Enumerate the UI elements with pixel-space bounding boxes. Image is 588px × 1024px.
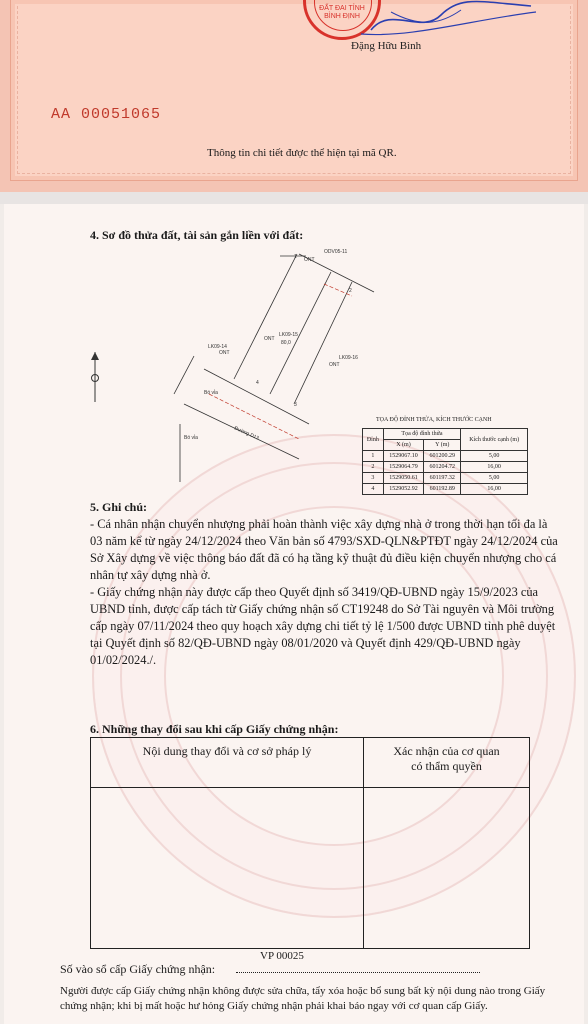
certificate-serial: AA 00051065 xyxy=(51,106,162,123)
svg-text:1: 1 xyxy=(294,254,297,260)
table-row: 4 1529052.92 601192.89 16,00 xyxy=(363,484,528,495)
svg-text:ONT: ONT xyxy=(329,362,340,368)
table-row: 1 1529067.10 601200.29 5,00 xyxy=(363,451,528,462)
parcel-map xyxy=(84,244,384,504)
table-row: 2 1529064.79 601204.72 16,00 xyxy=(363,462,528,473)
svg-text:ONT: ONT xyxy=(264,336,275,342)
top-page-border xyxy=(10,0,578,181)
map-label-odt-top: ODV05-11 xyxy=(324,249,348,255)
svg-text:3: 3 xyxy=(294,402,297,408)
section5-notes xyxy=(90,516,560,669)
footer-note: Người được cấp Giấy chứng nhận không được sửa chữa, tẩy xóa hoặc bổ sung bất kỳ nội dung nào trong Giấy chứng nhận; khi bị mất hoặc hư hỏng Giấy chứng nhận phải khai báo ngay với cơ quan cấp Giấy. xyxy=(60,985,546,1012)
svg-text:2: 2 xyxy=(349,288,352,294)
changes-table xyxy=(90,737,530,949)
signer-name: Đặng Hữu Bình xyxy=(351,40,422,52)
register-dots xyxy=(236,972,480,973)
svg-text:LK09-16: LK09-16 xyxy=(339,355,358,361)
svg-text:4: 4 xyxy=(256,380,259,386)
svg-text:ONT: ONT xyxy=(304,257,315,263)
section5-title: 5. Ghi chú: xyxy=(90,500,148,514)
changes-col-content: Nội dung thay đổi và cơ sở pháp lý xyxy=(91,738,364,788)
section6-title: 6. Những thay đổi sau khi cấp Giấy chứng nhận: xyxy=(90,722,339,736)
north-arrow-icon xyxy=(91,352,99,402)
note-paragraph-1: - Cá nhân nhận chuyển nhượng phải hoàn thành việc xây dựng nhà ở trong thời hạn tối đa là 03 năm kể từ ngày 24/12/2024 theo Văn bản số 4793/SXD-QLN&PTĐT ngày 24/12/2024 của Sở Xây dựng về việc thông báo đất đã có hạ tầng kỹ thuật đủ điều kiện chuyển nhượng cho cá nhân tự xây dựng nhà ở. xyxy=(90,517,558,582)
certificate-top-page xyxy=(0,0,588,192)
svg-text:ONT: ONT xyxy=(219,350,230,356)
seal-text: ĐẤT ĐAI TỈNH BÌNH ĐỊNH xyxy=(319,5,365,20)
svg-text:Đường D13: Đường D13 xyxy=(233,425,260,442)
svg-text:Bó vỉa: Bó vỉa xyxy=(204,390,218,396)
section4-title: 4. Sơ đồ thửa đất, tài sản gắn liền với đất: xyxy=(90,228,304,242)
note-paragraph-2: - Giấy chứng nhận này được cấp theo Quyết định số 3419/QĐ-UBND ngày 15/9/2023 của UBND tỉnh, được cấp tách từ Giấy chứng nhận số CT19248 do Sở Tài nguyên và Môi trường cấp ngày 07/11/2024 theo quy hoạch xây dựng chi tiết tỷ lệ 1/500 được UBND tỉnh phê duyệt tại Quyết định số 82/QĐ-UBND ngày 08/01/2020 và Quyết định 429/QĐ-UBND ngày 01/02/2024./. xyxy=(90,585,556,667)
table-row xyxy=(91,788,530,949)
table-row: 3 1529050.61 601197.32 5,00 xyxy=(363,473,528,484)
changes-col-confirm: Xác nhận của cơ quan có thẩm quyền xyxy=(364,738,530,788)
svg-text:Bó vỉa: Bó vỉa xyxy=(184,435,198,441)
svg-text:LK09-14: LK09-14 xyxy=(208,344,227,350)
qr-note: Thông tin chi tiết được thể hiện tại mã QR. xyxy=(207,147,397,159)
signature xyxy=(351,0,541,40)
page-gap xyxy=(0,192,588,204)
register-number: VP 00025 xyxy=(260,950,304,962)
svg-text:80,0: 80,0 xyxy=(281,340,291,346)
certificate-page xyxy=(4,204,584,1024)
coord-table-title: TỌA ĐỘ ĐỈNH THỬA, KÍCH THƯỚC CẠNH xyxy=(376,417,492,423)
svg-text:LK09-15: LK09-15 xyxy=(279,332,298,338)
register-label: Số vào sổ cấp Giấy chứng nhận: xyxy=(60,962,216,976)
coord-table: Đỉnh Tọa độ đỉnh thửa Kích thước cạnh (m) X (m) Y (m) 1 1529067.10 601200.29 5,00 2 1529064.79 601204.72 16,00 3 1529050.61 601197.32 5,00 4 1529052.92 601192.89 16,00 xyxy=(362,428,528,495)
